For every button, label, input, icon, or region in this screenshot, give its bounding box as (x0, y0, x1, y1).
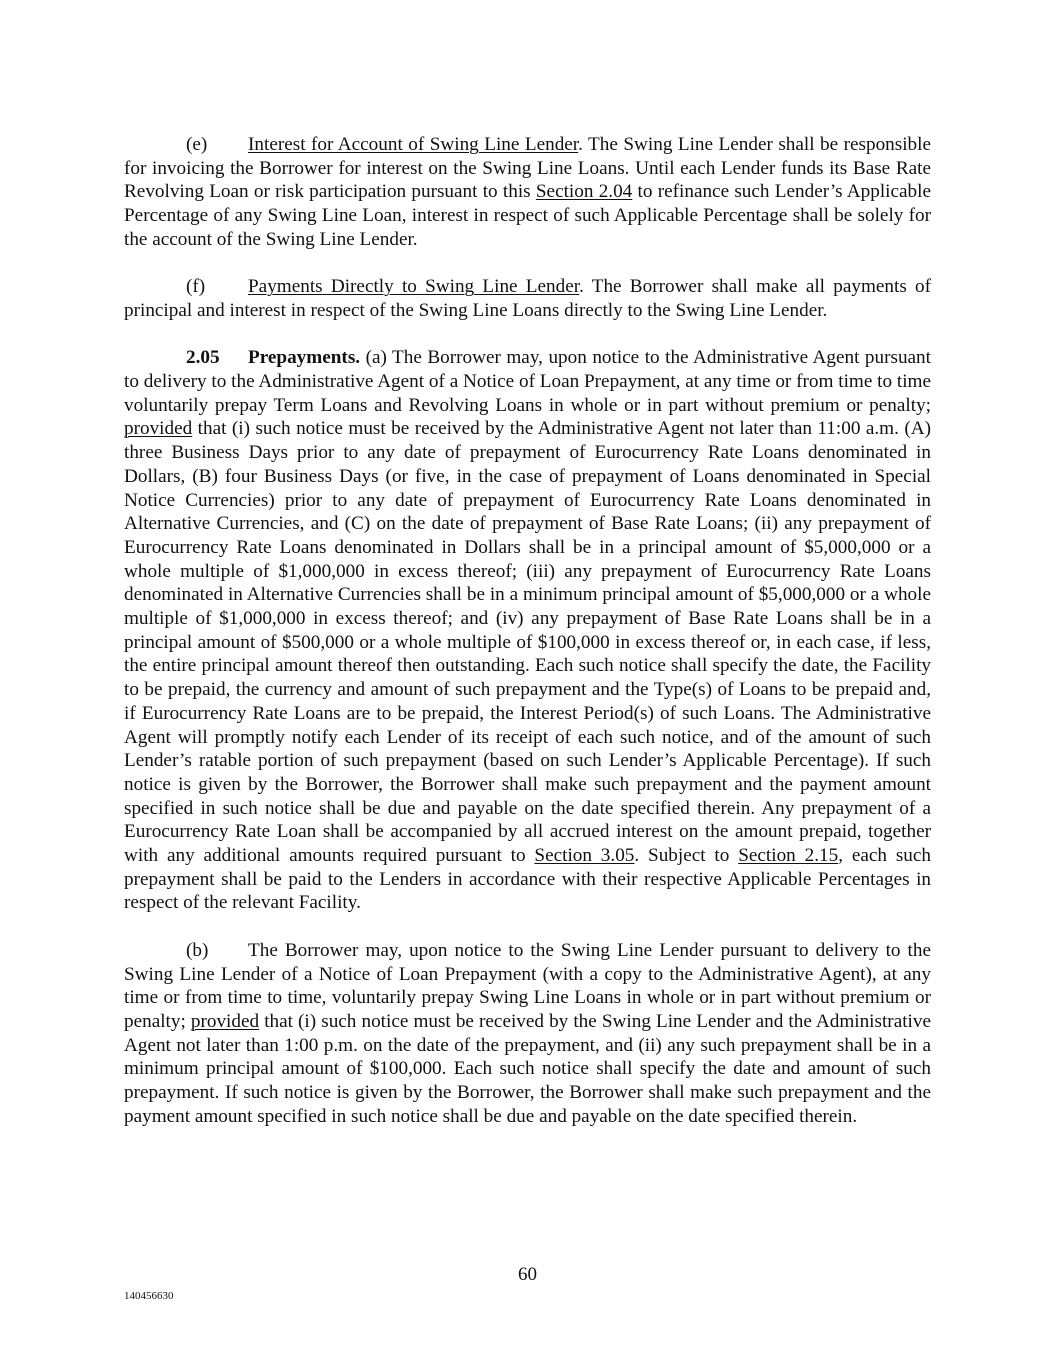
paragraph-label: (e) (186, 134, 208, 155)
paragraph-text: to refinance such Lender’s Applicable Percentage of any Swing Line Loan, interest in respect of such Applicable Percentage shall be solely for the account of the Swing Line Lender. (124, 181, 931, 250)
section-reference: Section 2.04 (535, 181, 633, 203)
section-2-05 (124, 346, 931, 915)
paragraph-title: Interest for Account of Swing Line Lender (248, 134, 579, 155)
section-heading: Prepayments. (248, 347, 361, 369)
paragraph-text: , each such prepayment shall be paid to the Lenders in accordance with their respective Applicable Percentages in respect of the relevant Facility. (124, 845, 931, 914)
page-number: 60 (518, 1264, 537, 1285)
provided-term: provided (124, 418, 193, 440)
paragraph-text: (a) The Borrower may, upon notice to the Administrative Agent pursuant to delivery to the Administrative Agent of a Notice of Loan Prepayment, at any time or from time to time voluntarily prepay Term Loans and Revolving Loans in whole or in part without premium or penalty; (124, 347, 931, 416)
document-id: 140456630 (124, 1290, 174, 1302)
paragraph-text: . Subject to (634, 845, 739, 867)
document-body (124, 133, 931, 1152)
paragraph-label: (b) (186, 939, 209, 961)
paragraph-text: The Borrower may, upon notice to the Swing Line Lender pursuant to delivery to the Swing Line Lender of a Notice of Loan Prepayment (with a copy to the Administrative Agent), at any time or from time to time, voluntarily prepay Swing Line Loans in whole or in part without premium or penalty; (124, 939, 931, 1032)
paragraph-f (124, 275, 931, 322)
paragraph-title: Payments Directly to Swing Line Lender (248, 276, 580, 298)
section-reference: Section 3.05 (534, 845, 635, 867)
provided-term: provided (190, 1010, 260, 1032)
paragraph-text: that (i) such notice must be received by the Swing Line Lender and the Administrative Agent not later than 1:00 p.m. on the date of the prepayment, and (ii) any such prepayment shall be in a minimum principal amount of $100,000. Each such notice shall specify the date and amount of such prepayment. If such notice is given by the Borrower, the Borrower shall make such prepayment and the payment amount specified in such notice shall be due and payable on the date specified therein. (124, 1010, 931, 1127)
paragraph-text: . The Borrower shall make all payments of principal and interest in respect of the Swing Line Loans directly to the Swing Line Lender. (124, 276, 931, 321)
paragraph-text: . The Swing Line Lender shall be responsible for invoicing the Borrower for interest on the Swing Line Loans. Until each Lender funds its Base Rate Revolving Loan or risk participation pursuant to this (124, 134, 931, 203)
paragraph-label: (f) (186, 276, 206, 298)
section-reference: Section 2.15 (738, 845, 839, 867)
paragraph-b (124, 939, 931, 1129)
section-number: 2.05 (186, 347, 220, 369)
paragraph-text: that (i) such notice must be received by the Administrative Agent not later than 11:00 a.m. (A) three Business Days prior to any date of prepayment of Eurocurrency Rate Loans denominated in Dollars, (B) four Business Days (or five, in the case of prepayment of Loans denominated in Special Notice Currencies) prior to any date of prepayment of Eurocurrency Rate Loans denominated in Alternative Currencies, and (C) on the date of prepayment of Base Rate Loans; (ii) any prepayment of Eurocurrency Rate Loans denominated in Dollars shall be in a principal amount of $5,000,000 or a whole multiple of $1,000,000 in excess thereof; (iii) any prepayment of Eurocurrency Rate Loans denominated in Alternative Currencies shall be in a minimum principal amount of $5,000,000 or a whole multiple of $1,000,000 in excess thereof; and (iv) any prepayment of Base Rate Loans shall be in a principal amount of $500,000 or a whole multiple of $100,000 in excess thereof or, in each case, if less, the entire principal amount thereof then outstanding. Each such notice shall specify the date, the Facility to be prepaid, the currency and amount of such prepayment and the Type(s) of Loans to be prepaid and, if Eurocurrency Rate Loans are to be prepaid, the Interest Period(s) of such Loans. The Administrative Agent will promptly notify each Lender of its receipt of each such notice, and of the amount of such Lender’s ratable portion of such prepayment (based on such Lender’s Applicable Percentage). If such notice is given by the Borrower, the Borrower shall make such prepayment and the payment amount specified in such notice shall be due and payable on the date specified therein. Any prepayment of a Eurocurrency Rate Loan shall be accompanied by all accrued interest on the amount prepaid, together with any additional amounts required pursuant to (124, 418, 931, 867)
paragraph-e (124, 133, 931, 252)
